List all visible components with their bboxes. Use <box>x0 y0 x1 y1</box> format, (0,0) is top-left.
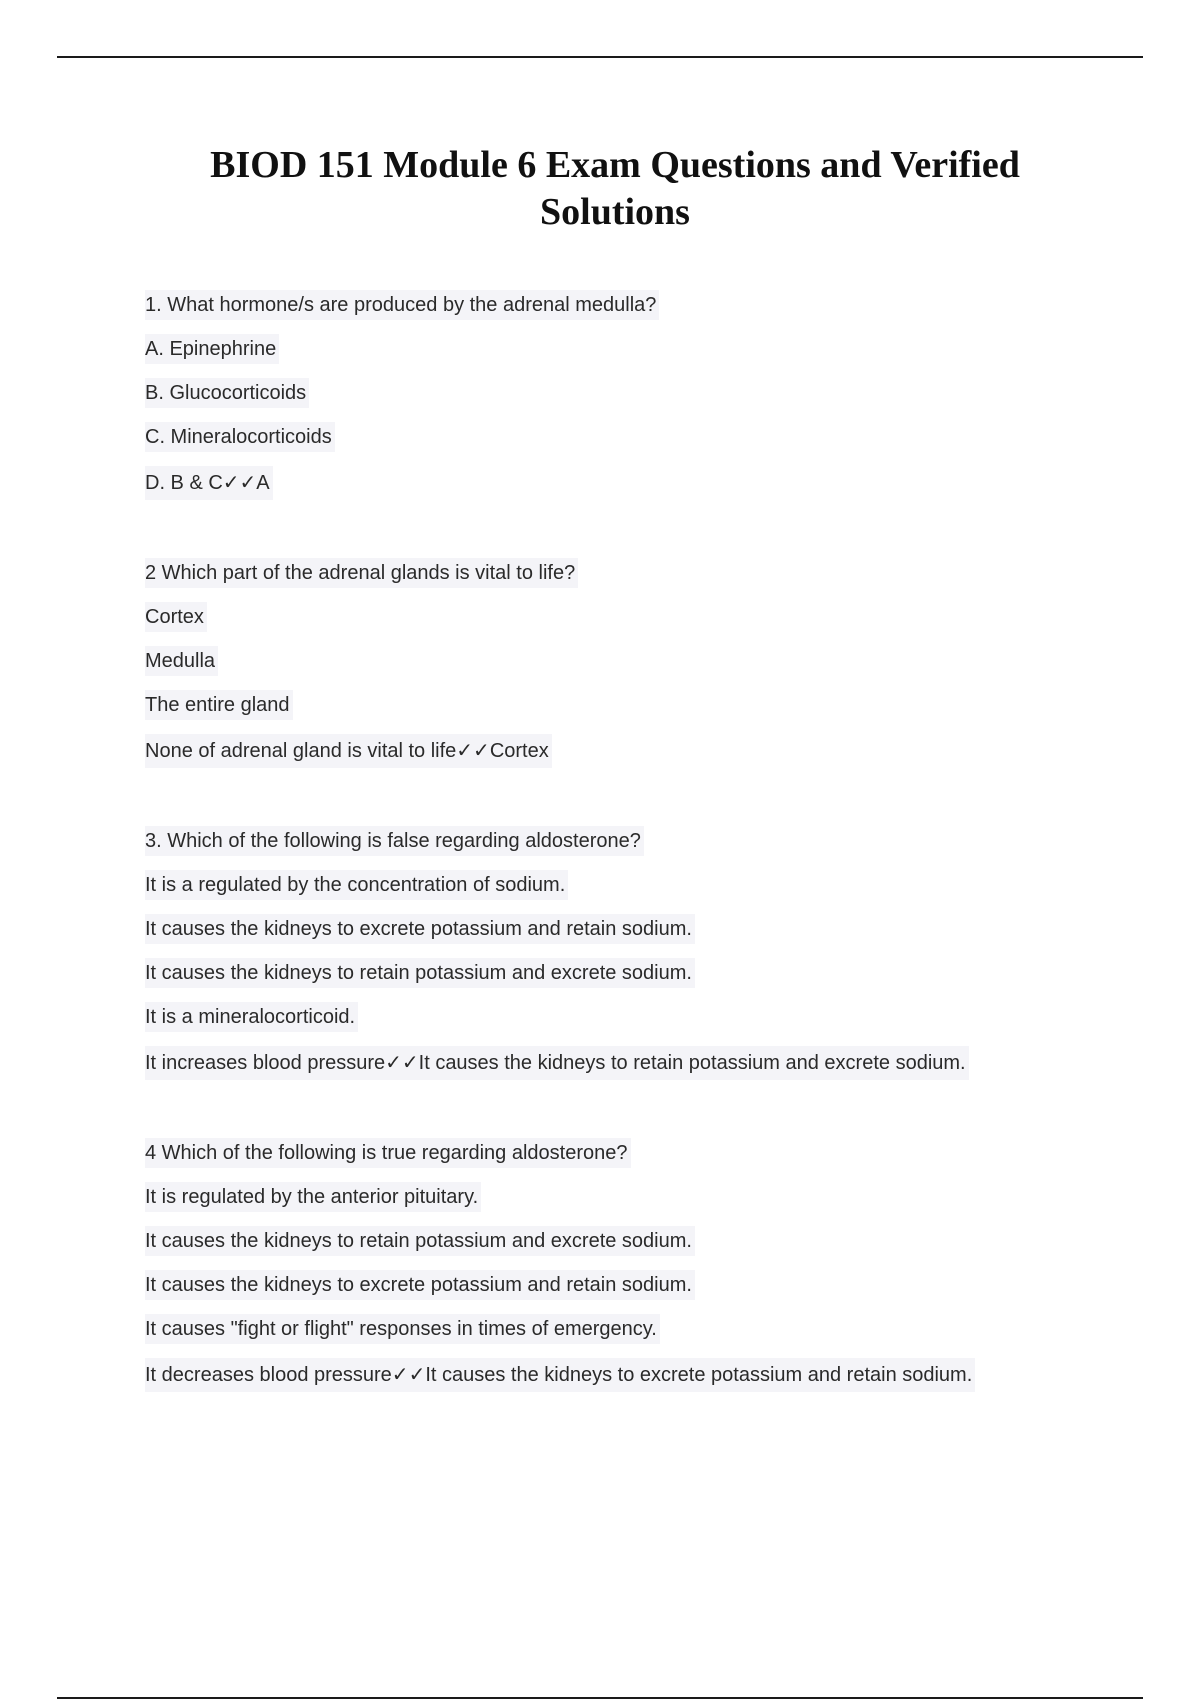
answer-key-line: It increases blood pressure✓✓It causes the kidneys to retain potassium and excrete sodium. <box>145 1046 969 1080</box>
title-line-2: Solutions <box>540 191 690 233</box>
answer-option: It causes the kidneys to retain potassium and excrete sodium. <box>145 958 695 988</box>
question-prompt: 4 Which of the following is true regarding aldosterone? <box>145 1138 631 1168</box>
answer-option: It is a regulated by the concentration of sodium. <box>145 870 568 900</box>
answer-option: It is regulated by the anterior pituitary. <box>145 1182 481 1212</box>
answer-option: The entire gland <box>145 690 293 720</box>
answer-option: C. Mineralocorticoids <box>145 422 335 452</box>
question-2 <box>145 558 1065 768</box>
question-list <box>145 290 1065 1450</box>
answer-key-line: None of adrenal gland is vital to life✓✓Cortex <box>145 734 552 768</box>
question-prompt: 2 Which part of the adrenal glands is vital to life? <box>145 558 578 588</box>
answer-key-line: D. B & C✓✓A <box>145 466 273 500</box>
answer-key-line: It decreases blood pressure✓✓It causes the kidneys to excrete potassium and retain sodium. <box>145 1358 975 1392</box>
question-1 <box>145 290 1065 500</box>
answer-option: A. Epinephrine <box>145 334 279 364</box>
document-title <box>140 142 1090 236</box>
answer-option: It causes the kidneys to retain potassium and excrete sodium. <box>145 1226 695 1256</box>
answer-option: It causes "fight or flight" responses in times of emergency. <box>145 1314 660 1344</box>
answer-option: It is a mineralocorticoid. <box>145 1002 358 1032</box>
question-3 <box>145 826 1065 1080</box>
question-4 <box>145 1138 1065 1392</box>
question-prompt: 1. What hormone/s are produced by the adrenal medulla? <box>145 290 659 320</box>
bottom-divider <box>57 1697 1143 1699</box>
answer-option: Medulla <box>145 646 218 676</box>
question-prompt: 3. Which of the following is false regarding aldosterone? <box>145 826 644 856</box>
answer-option: Cortex <box>145 602 207 632</box>
title-line-1: BIOD 151 Module 6 Exam Questions and Verified <box>210 144 1020 186</box>
answer-option: It causes the kidneys to excrete potassium and retain sodium. <box>145 1270 695 1300</box>
top-divider <box>57 56 1143 58</box>
answer-option: B. Glucocorticoids <box>145 378 309 408</box>
answer-option: It causes the kidneys to excrete potassium and retain sodium. <box>145 914 695 944</box>
